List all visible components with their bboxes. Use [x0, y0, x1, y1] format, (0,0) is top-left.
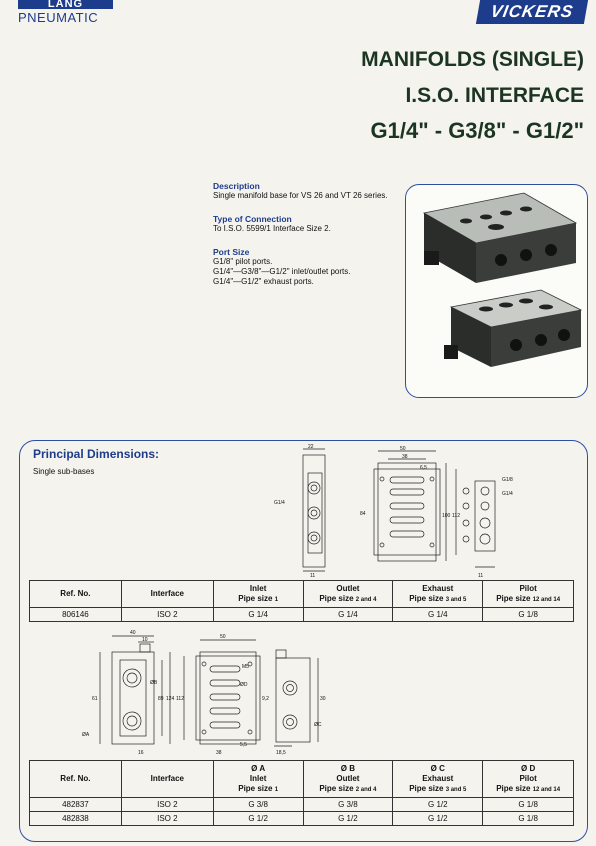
th2-a-sub: Pipe size — [238, 783, 273, 793]
cell-interface: ISO 2 — [121, 812, 213, 826]
th-ref: Ref. No. — [30, 581, 122, 608]
page-title-line3: G1/4" - G3/8" - G1/2" — [370, 118, 584, 143]
dim-124: 124 — [166, 696, 175, 702]
description-heading: Description — [213, 181, 260, 191]
th2-a-dia: Ø A — [251, 763, 266, 773]
dim-38: 38 — [216, 750, 222, 756]
cell-ref: 482838 — [30, 812, 122, 826]
drawing-sub-base-1 — [270, 443, 570, 578]
table-row — [30, 812, 574, 826]
cell-d: G 1/8 — [483, 798, 574, 812]
th-pilot-num: 12 and 14 — [532, 596, 561, 603]
dim-38: 38 — [402, 454, 408, 460]
cell-a: G 1/2 — [213, 812, 303, 826]
th-exhaust-name: Exhaust — [422, 583, 454, 593]
port-size-heading: Port Size — [213, 247, 250, 257]
dimensions-subtitle: Single sub-bases — [33, 467, 95, 476]
pneumatic-logo-text: PNEUMATIC — [18, 10, 99, 25]
table-row — [30, 608, 574, 622]
th-outlet — [303, 581, 393, 608]
th2-d — [483, 761, 574, 798]
cell-b: G 3/8 — [303, 798, 393, 812]
page-title-line2: I.S.O. INTERFACE — [405, 84, 584, 107]
manifold-photo — [406, 185, 587, 397]
th2-b-num: 2 and 4 — [355, 786, 377, 793]
th2-d-sub: Pipe size — [496, 783, 531, 793]
dimensions-title: Principal Dimensions: — [33, 447, 160, 461]
dia-b: ØB — [150, 680, 158, 686]
dim-16: 16 — [138, 750, 144, 756]
connection-heading: Type of Connection — [213, 214, 292, 224]
th-exhaust-num: 3 and 5 — [445, 596, 467, 603]
th-pilot-name: Pilot — [519, 583, 537, 593]
th2-c-dia: Ø C — [430, 763, 445, 773]
th2-interface: Interface — [121, 761, 213, 798]
th2-b — [303, 761, 393, 798]
th-pilot-sub: Pipe size — [496, 593, 531, 603]
cell-d: G 1/8 — [483, 812, 574, 826]
page-title-line1: MANIFOLDS (SINGLE) — [361, 48, 584, 71]
th-outlet-num: 2 and 4 — [355, 596, 377, 603]
dim-112: 112 — [176, 696, 184, 702]
description-text: Single manifold base for VS 26 and VT 26 series. — [213, 191, 388, 200]
dim-112: 112 — [452, 513, 460, 519]
cell-ref: 806146 — [30, 608, 122, 622]
dim-22: 22 — [308, 444, 314, 450]
cell-inlet: G 1/4 — [213, 608, 303, 622]
dim-50: 50 — [220, 634, 226, 640]
th2-c — [393, 761, 483, 798]
cell-c: G 1/2 — [393, 812, 483, 826]
th-outlet-name: Outlet — [336, 583, 360, 593]
dim-40: 40 — [130, 630, 136, 636]
dim-30: 30 — [320, 696, 326, 702]
drawing-sub-base-2 — [80, 626, 350, 758]
th-pilot — [483, 581, 574, 608]
dim-65: 6,5 — [420, 465, 427, 471]
th-inlet-sub: Pipe size — [238, 593, 273, 603]
dim-89: 89 — [158, 696, 164, 702]
cell-ref: 482837 — [30, 798, 122, 812]
table-sub-base-2 — [29, 760, 574, 826]
product-photo-frame — [405, 184, 588, 398]
th-inlet-name: Inlet — [249, 583, 267, 593]
th2-a — [213, 761, 303, 798]
th2-d-name: Pilot — [519, 773, 537, 783]
th2-b-sub: Pipe size — [319, 783, 354, 793]
th-inlet-num: 1 — [274, 596, 279, 603]
cell-interface: ISO 2 — [121, 608, 213, 622]
th2-d-num: 12 and 14 — [532, 786, 561, 793]
th-inlet — [213, 581, 303, 608]
table-sub-base-1 — [29, 580, 574, 622]
dim-18-5: 18,5 — [276, 750, 286, 756]
description-panel — [213, 181, 398, 300]
th2-c-name: Exhaust — [422, 773, 454, 783]
th2-ref: Ref. No. — [30, 761, 122, 798]
dia-a: ØA — [82, 732, 90, 738]
dim-11b: 11 — [478, 573, 484, 578]
cell-c: G 1/2 — [393, 798, 483, 812]
label-g14b: G1/4 — [502, 491, 513, 497]
thread-m5: M5 — [242, 664, 249, 670]
manifold-block-upper — [424, 193, 576, 283]
th2-a-name: Inlet — [249, 773, 267, 783]
port-size-exhaust: G1/4"—G1/2" exhaust ports. — [213, 277, 314, 286]
cell-interface: ISO 2 — [121, 798, 213, 812]
dim-61: 61 — [92, 696, 98, 702]
cell-pilot: G 1/8 — [483, 608, 574, 622]
table-row — [30, 798, 574, 812]
dim-11: 11 — [310, 573, 316, 578]
th2-a-num: 1 — [274, 786, 279, 793]
th2-b-dia: Ø B — [340, 763, 356, 773]
lang-logo-text: LANG — [18, 0, 113, 9]
dia-c: ØC — [314, 722, 322, 728]
cell-a: G 3/8 — [213, 798, 303, 812]
th2-b-name: Outlet — [336, 773, 360, 783]
port-size-pilot: G1/8" pilot ports. — [213, 257, 273, 266]
dim-84: 84 — [360, 511, 366, 517]
dim-9-2: 9,2 — [262, 696, 269, 702]
dim-50: 50 — [400, 446, 406, 452]
dia-d: ØD — [240, 682, 248, 688]
th2-c-num: 3 and 5 — [445, 786, 467, 793]
cell-outlet: G 1/4 — [303, 608, 393, 622]
th-exhaust-sub: Pipe size — [409, 593, 444, 603]
lang-pneumatic-logo — [18, 0, 113, 25]
dim-10: 10 — [142, 637, 148, 643]
label-g14: G1/4 — [274, 500, 285, 506]
port-size-inlet: G1/4"—G3/8"—G1/2" inlet/outlet ports. — [213, 267, 351, 276]
th-exhaust — [393, 581, 483, 608]
label-g18: G1/8 — [502, 477, 513, 483]
cell-exhaust: G 1/4 — [393, 608, 483, 622]
dim-5-5: 5,5 — [240, 742, 247, 748]
th2-c-sub: Pipe size — [409, 783, 444, 793]
cell-b: G 1/2 — [303, 812, 393, 826]
th2-d-dia: Ø D — [521, 763, 536, 773]
th-interface: Interface — [121, 581, 213, 608]
vickers-logo: VICKERS — [476, 0, 588, 24]
th-outlet-sub: Pipe size — [319, 593, 354, 603]
dim-100: 100 — [442, 513, 451, 519]
manifold-block-lower — [444, 290, 581, 367]
connection-text: To I.S.O. 5599/1 Interface Size 2. — [213, 224, 331, 233]
